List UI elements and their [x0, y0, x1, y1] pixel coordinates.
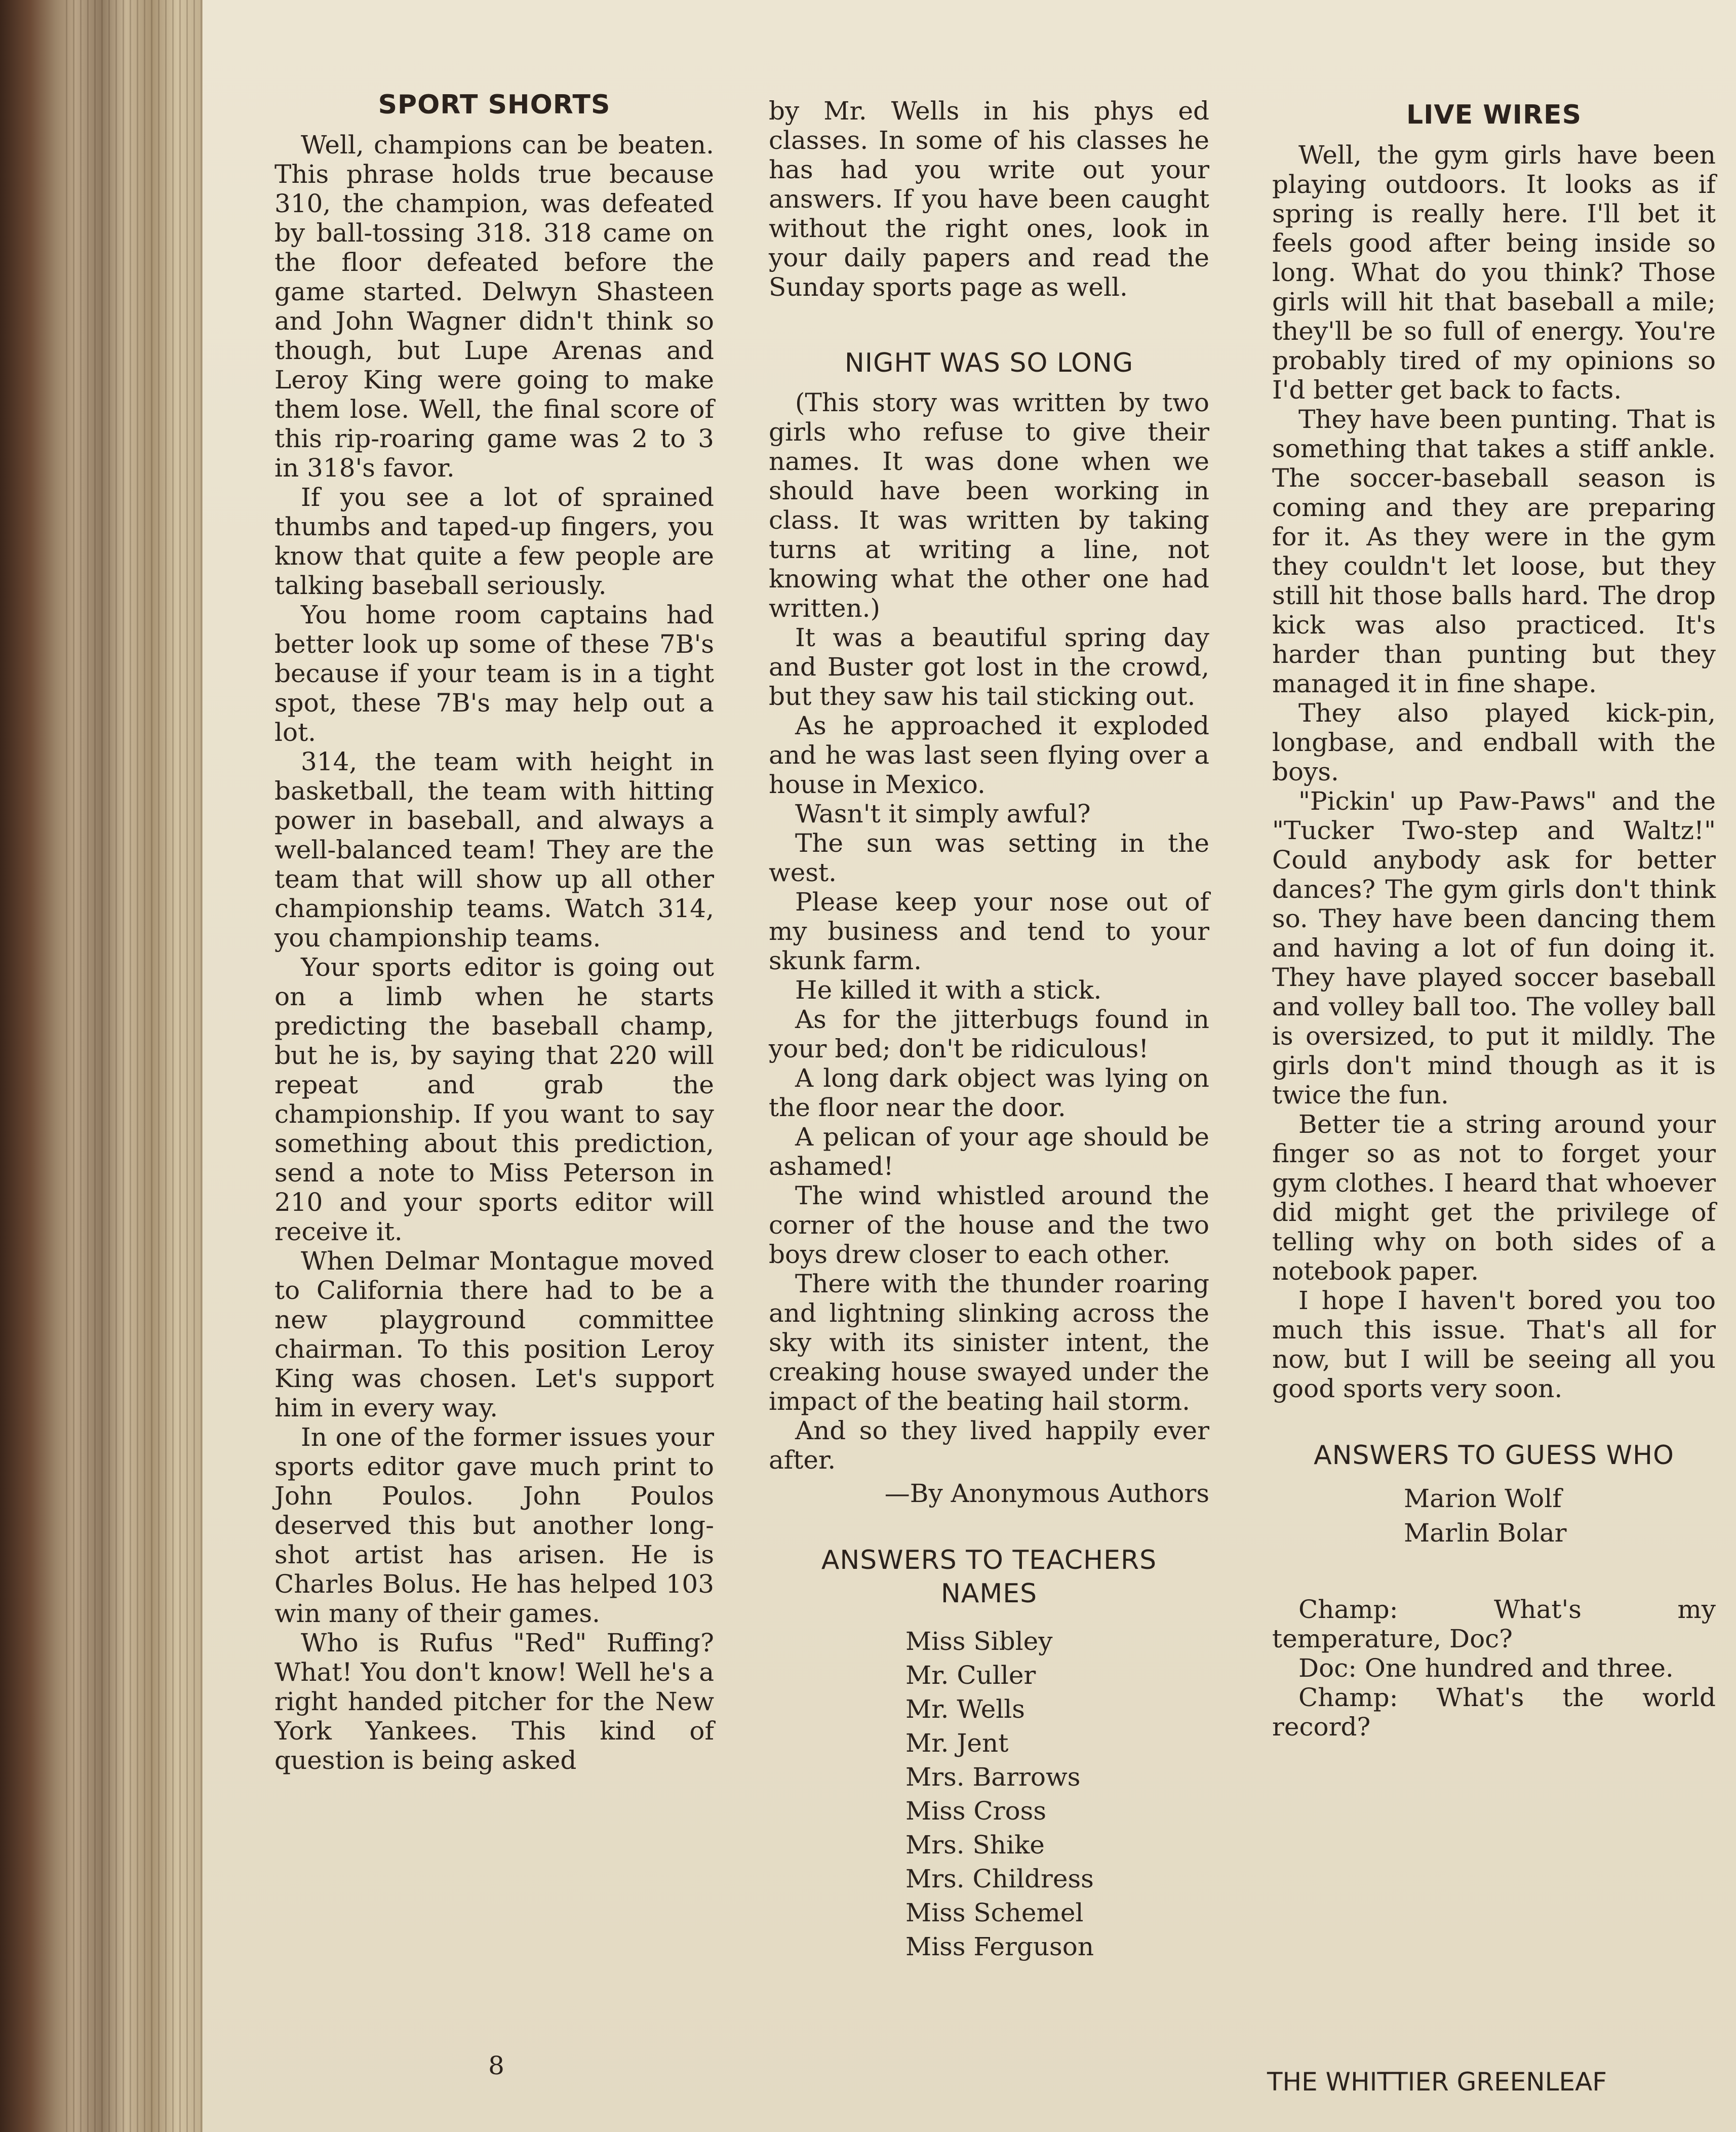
list-item: Miss Cross	[905, 1796, 1046, 1826]
middle-column	[769, 96, 1209, 1964]
night-story-line: A long dark object was lying on the floor near the door.	[769, 1063, 1209, 1122]
night-story-line: The sun was setting in the west.	[769, 828, 1209, 887]
page-edges	[66, 0, 203, 2132]
guess-who-heading: ANSWERS TO GUESS WHO	[1314, 1440, 1674, 1471]
list-item: Mr. Jent	[905, 1728, 1009, 1758]
live-wires-paragraph: "Pickin' up Paw-Paws" and the "Tucker Two-step and Waltz!" Could anybody ask for better dances? The gym girls don't think so. They have been dancing them and having a lot of fun doing it. They have played soccer baseball and volley ball too. The volley ball is oversized, to put it mildly. The girls don't mind though as it is twice the fun.	[1272, 786, 1716, 1110]
sport-shorts-paragraph: Your sports editor is going out on a limb when he starts predicting the baseball champ, but he is, by saying that 220 will repeat and grab the championship. If you want to say something about this prediction, send a note to Miss Peterson in 210 and your sports editor will receive it.	[274, 953, 714, 1246]
teachers-names-list	[769, 1625, 1209, 1964]
list-item: Mrs. Shike	[905, 1830, 1045, 1860]
sport-shorts-heading: SPORT SHORTS	[378, 90, 611, 120]
guess-who-list	[1272, 1481, 1716, 1550]
sport-shorts-paragraph: If you see a lot of sprained thumbs and taped-up fingers, you know that quite a few people are talking baseball seriously.	[274, 483, 714, 600]
sport-shorts-paragraph: In one of the former issues your sports editor gave much print to John Poulos. John Poulos deserved this but another long-shot artist has arisen. He is Charles Bolus. He has helped 103 win many of their games.	[274, 1423, 714, 1628]
section-spacer	[769, 1508, 1209, 1544]
section-spacer	[1272, 1550, 1716, 1595]
list-item: Mrs. Barrows	[905, 1762, 1081, 1792]
list-item: Miss Schemel	[905, 1898, 1084, 1927]
sport-shorts-paragraph: Who is Rufus "Red" Ruffing? What! You don't know! Well he's a right handed pitcher for the New York Yankees. This kind of question is being asked	[274, 1628, 714, 1775]
night-story-line: The wind whistled around the corner of the house and the two boys drew closer to each other.	[769, 1181, 1209, 1269]
list-item: Mr. Culler	[905, 1661, 1036, 1690]
sport-shorts-paragraph: 314, the team with height in basketball, the team with hitting power in baseball, and always a well-balanced team! They are the team that will show up all other championship teams. Watch 314, you championship teams.	[274, 747, 714, 953]
sport-shorts-paragraph: Well, champions can be beaten. This phrase holds true because 310, the champion, was defeated by ball-tossing 318. 318 came on the floor defeated before the game started. Delwyn Shasteen and John Wagner didn't think so though, but Lupe Arenas and Leroy King were going to make them lose. Well, the final score of this rip-roaring game was 2 to 3 in 318's favor.	[274, 130, 714, 483]
left-column	[274, 89, 714, 1775]
live-wires-paragraph: Well, the gym girls have been playing outdoors. It looks as if spring is really here. I'll bet it feels good after being inside so long. What do you think? Those girls will hit that baseball a mile; they'll be so full of energy. You're probably tired of my opinions so I'd better get back to facts.	[1272, 140, 1716, 405]
right-column	[1272, 99, 1716, 1742]
magazine-page	[203, 0, 1736, 2132]
night-story-line: There with the thunder roaring and lightning slinking across the sky with its sinister intent, the creaking house swayed under the impact of the beating hail storm.	[769, 1269, 1209, 1416]
night-story-intro: (This story was written by two girls who refuse to give their names. It was done when we should have been working in class. It was written by taking turns at writing a line, not knowing what the other one had written.)	[769, 388, 1209, 623]
section-spacer	[1272, 1403, 1716, 1439]
night-story-line: As he approached it exploded and he was last seen flying over a house in Mexico.	[769, 711, 1209, 799]
section-spacer	[769, 302, 1209, 346]
sport-shorts-paragraph: You home room captains had better look up some of these 7B's because if your team is in a tight spot, these 7B's may help out a lot.	[274, 600, 714, 747]
night-story-line: It was a beautiful spring day and Buster got lost in the crowd, but they saw his tail sticking out.	[769, 623, 1209, 711]
night-story-byline: —By Anonymous Authors	[884, 1479, 1209, 1508]
night-story-line: Wasn't it simply awful?	[795, 799, 1091, 828]
live-wires-paragraph: Better tie a string around your finger so as not to forget your gym clothes. I heard that whoever did might get the privilege of telling why on both sides of a notebook paper.	[1272, 1110, 1716, 1286]
night-story-line: A pelican of your age should be ashamed!	[769, 1122, 1209, 1181]
joke-line: Doc: One hundred and three.	[1298, 1653, 1674, 1683]
list-item: Marion Wolf	[1404, 1484, 1562, 1513]
live-wires-paragraph: They also played kick-pin, longbase, and endball with the boys.	[1272, 698, 1716, 786]
teachers-answers-heading-line-1: ANSWERS TO TEACHERS	[821, 1545, 1157, 1575]
night-story-line: As for the jitterbugs found in your bed; don't be ridiculous!	[769, 1005, 1209, 1063]
sport-shorts-paragraph: When Delmar Montague moved to California there had to be a new playground committee chairman. To this position Leroy King was chosen. Let's support him in every way.	[274, 1246, 714, 1423]
night-story-heading: NIGHT WAS SO LONG	[844, 348, 1134, 378]
live-wires-paragraph: I hope I haven't bored you too much this issue. That's all for now, but I will be seeing all you good sports very soon.	[1272, 1286, 1716, 1403]
night-story-line: Please keep your nose out of my business and tend to your skunk farm.	[769, 887, 1209, 975]
teachers-answers-heading-line-2: NAMES	[940, 1578, 1038, 1609]
list-item: Miss Ferguson	[905, 1932, 1094, 1961]
list-item: Mrs. Childress	[905, 1864, 1094, 1893]
night-story-line: He killed it with a stick.	[795, 975, 1102, 1005]
live-wires-paragraph: They have been punting. That is something that takes a stiff ankle. The soccer-baseball season is coming and they are preparing for it. As they were in the gym they couldn't let loose, but they still hit those balls hard. The drop kick was also practiced. It's harder than punting but they managed it in fine shape.	[1272, 405, 1716, 698]
publication-footer: THE WHITTIER GREENLEAF	[1267, 2067, 1607, 2097]
page-number: 8	[488, 2051, 504, 2080]
joke-line: Champ: What's the world record?	[1272, 1683, 1716, 1742]
list-item: Marlin Bolar	[1404, 1518, 1567, 1548]
night-story-line: And so they lived happily ever after.	[769, 1416, 1209, 1475]
sport-shorts-continuation: by Mr. Wells in his phys ed classes. In some of his classes he has had you write out your answers. If you have been caught without the right ones, look in your daily papers and read the Sunday sports page as well.	[769, 96, 1209, 302]
live-wires-heading: LIVE WIRES	[1406, 100, 1582, 130]
list-item: Mr. Wells	[905, 1694, 1025, 1724]
teachers-answers-heading	[769, 1544, 1209, 1610]
list-item: Miss Sibley	[905, 1627, 1053, 1656]
joke-line: Champ: What's my temperature, Doc?	[1272, 1595, 1716, 1653]
